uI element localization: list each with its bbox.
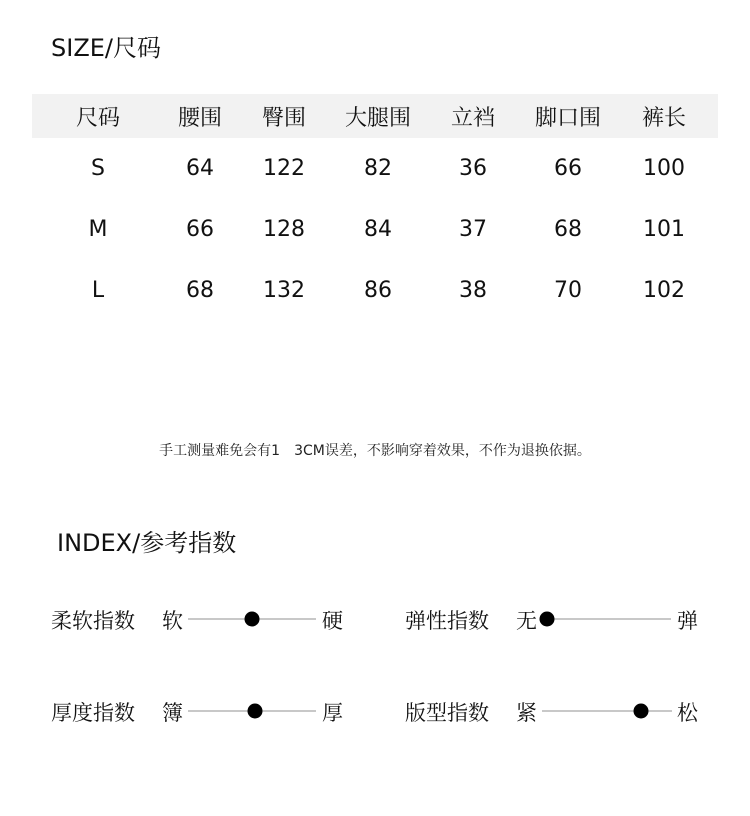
table-row [32,138,718,199]
header-waist: 腰围 [177,105,223,131]
table-cell: 37 [459,217,487,242]
elasticity-slider-track [547,618,671,620]
table-cell: L [91,278,105,303]
table-row [32,199,718,260]
table-cell: 100 [643,156,685,181]
index-section-title: INDEX/参考指数 [57,529,237,557]
thickness-index-label: 厚度指数 [51,701,135,725]
header-rise: 立裆 [450,105,496,131]
table-cell: 101 [643,217,685,242]
size-table [32,94,718,321]
table-cell: 102 [643,278,685,303]
elasticity-index-label: 弹性指数 [405,609,489,633]
elasticity-left-label: 无 [516,609,537,633]
thickness-left-label: 簿 [162,701,183,725]
header-thigh: 大腿围 [344,105,412,131]
table-cell: 86 [364,278,392,303]
table-cell: 38 [459,278,487,303]
size-table-header [32,94,718,138]
table-cell: 122 [263,156,305,181]
elasticity-slider-dot [540,612,555,627]
table-cell: 64 [186,156,214,181]
table-cell: M [88,217,108,242]
thickness-right-label: 厚 [322,701,343,725]
thickness-slider-track [188,710,316,712]
thickness-slider-dot [247,704,262,719]
table-cell: 128 [263,217,305,242]
size-section-title: SIZE/尺码 [51,34,162,62]
table-cell: S [91,156,105,181]
softness-right-label: 硬 [322,609,343,633]
table-cell: 132 [263,278,305,303]
table-cell: 66 [554,156,582,181]
table-cell: 36 [459,156,487,181]
table-row [32,260,718,321]
header-length: 裤长 [641,105,687,131]
header-leg-opening: 脚口围 [534,105,602,131]
fit-slider-track [542,710,672,712]
table-cell: 68 [186,278,214,303]
fit-slider-dot [633,704,648,719]
header-hip: 臀围 [261,105,307,131]
table-cell: 70 [554,278,582,303]
header-size: 尺码 [75,105,121,131]
table-cell: 84 [364,217,392,242]
softness-slider-track [188,618,316,620]
softness-slider-dot [245,612,260,627]
softness-index-label: 柔软指数 [51,609,135,633]
table-cell: 68 [554,217,582,242]
fit-right-label: 松 [677,701,698,725]
fit-left-label: 紧 [516,701,537,725]
softness-left-label: 软 [162,609,183,633]
measurement-note: 手工测量难免会有1 3CM误差，不影响穿着效果，不作为退换依据。 [159,443,591,459]
table-cell: 82 [364,156,392,181]
fit-index-label: 版型指数 [405,701,489,725]
elasticity-right-label: 弹 [677,609,698,633]
table-cell: 66 [186,217,214,242]
